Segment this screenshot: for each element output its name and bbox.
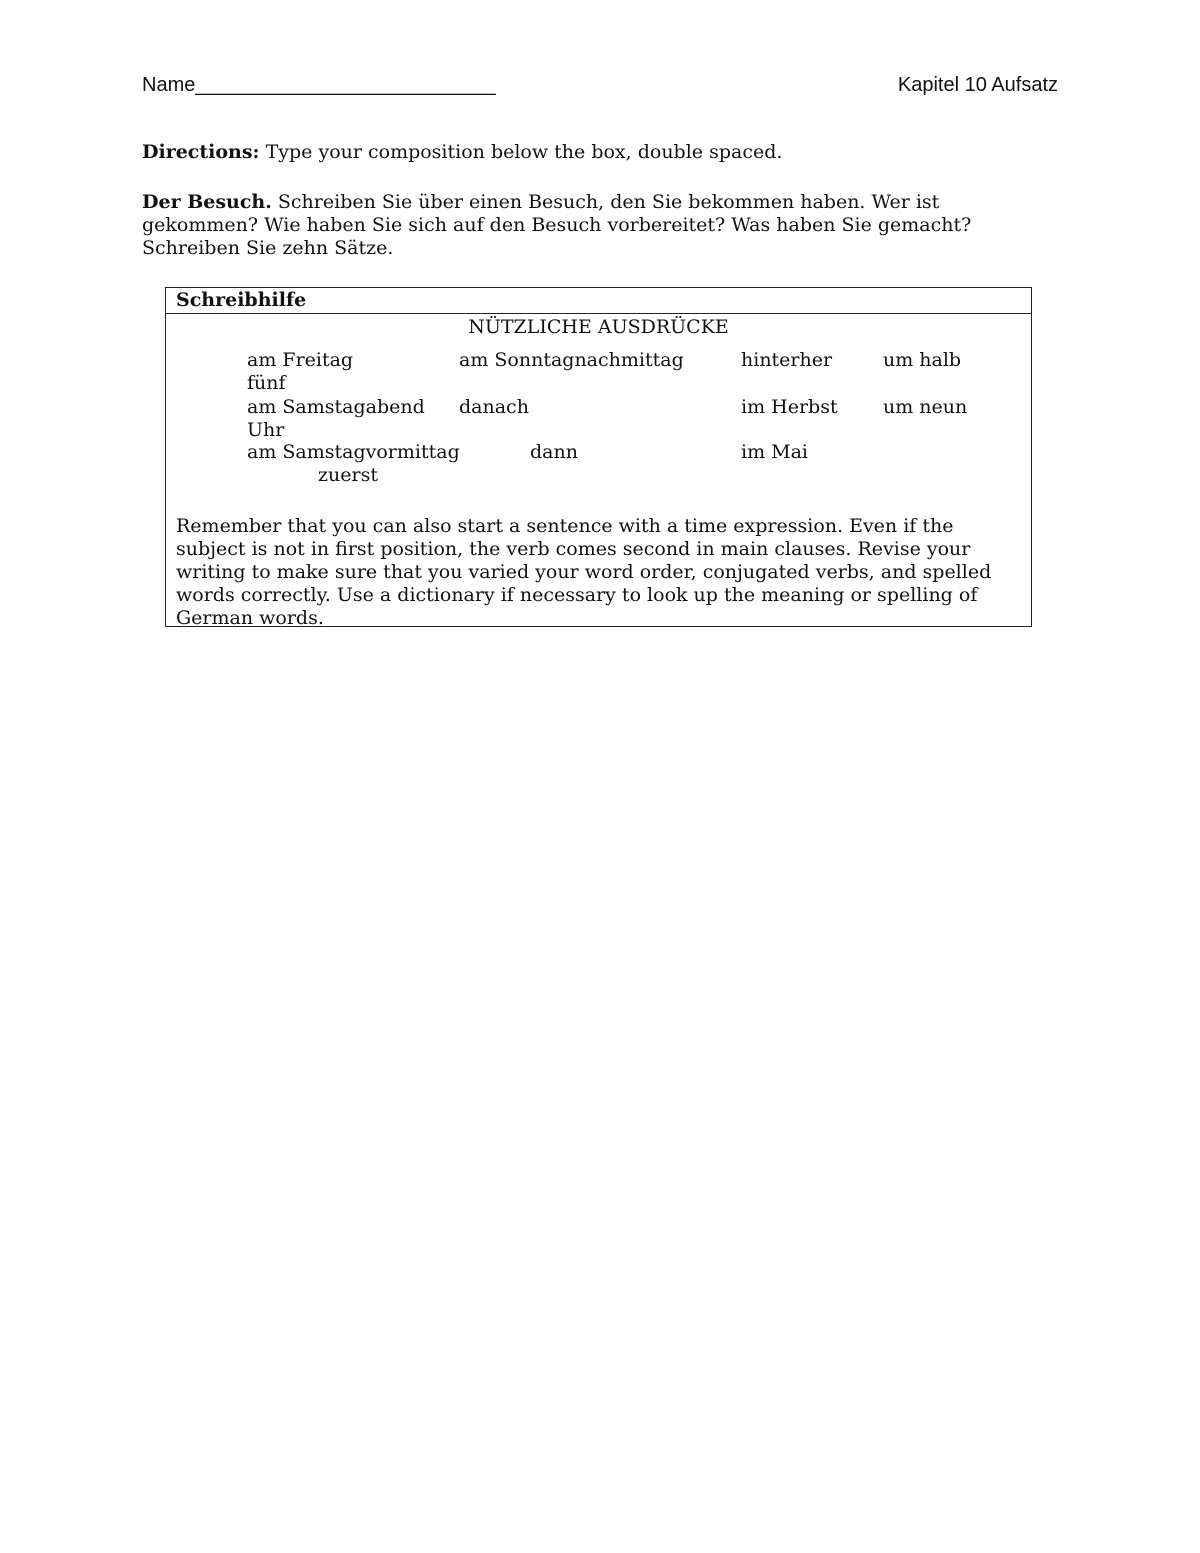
name-field-label: Name___________________________ [142,74,496,96]
box-note: Remember that you can also start a sentence with a time expression. Even if the subject is not in first position, the verb comes second in main clauses. Revise your writing to make sure that you varied your word order, conjugated verbs, and spelled words correctly. Use a dictionary if necessary to look up the meaning or spelling of German words. [176,515,992,629]
prompt-title: Der Besuch. [142,191,272,213]
expression: am Freitag [247,349,354,371]
expression: dann [530,441,578,463]
box-title: Schreibhilfe [166,288,1031,314]
chapter-title: Kapitel 10 Aufsatz [897,74,1058,96]
expression: am Samstagvormittag [247,441,460,463]
prompt-paragraph [142,191,1022,260]
expression: am Sonntagnachmittag [459,349,684,371]
writing-help-box [165,287,1032,627]
prompt-text: Schreiben Sie über einen Besuch, den Sie bekommen haben. Wer ist gekommen? Wie haben Sie sich auf den Besuch vorbereitet? Was haben Sie gemacht? Schreiben Sie zehn Sätze. [142,191,972,259]
expression: um halb [883,349,962,371]
expression: am Samstagabend [247,396,425,418]
directions-label: Directions: [142,141,260,163]
expression: um neun [883,396,968,418]
expression: fünf [247,372,286,394]
expression: Uhr [247,419,285,441]
expression: danach [459,396,529,418]
directions-paragraph [142,141,1022,164]
expression: zuerst [318,464,378,486]
box-subtitle: NÜTZLICHE AUSDRÜCKE [468,316,729,338]
expression: hinterher [741,349,833,371]
expression: im Mai [741,441,808,463]
directions-text: Type your composition below the box, double spaced. [259,141,783,163]
expression: im Herbst [741,396,838,418]
